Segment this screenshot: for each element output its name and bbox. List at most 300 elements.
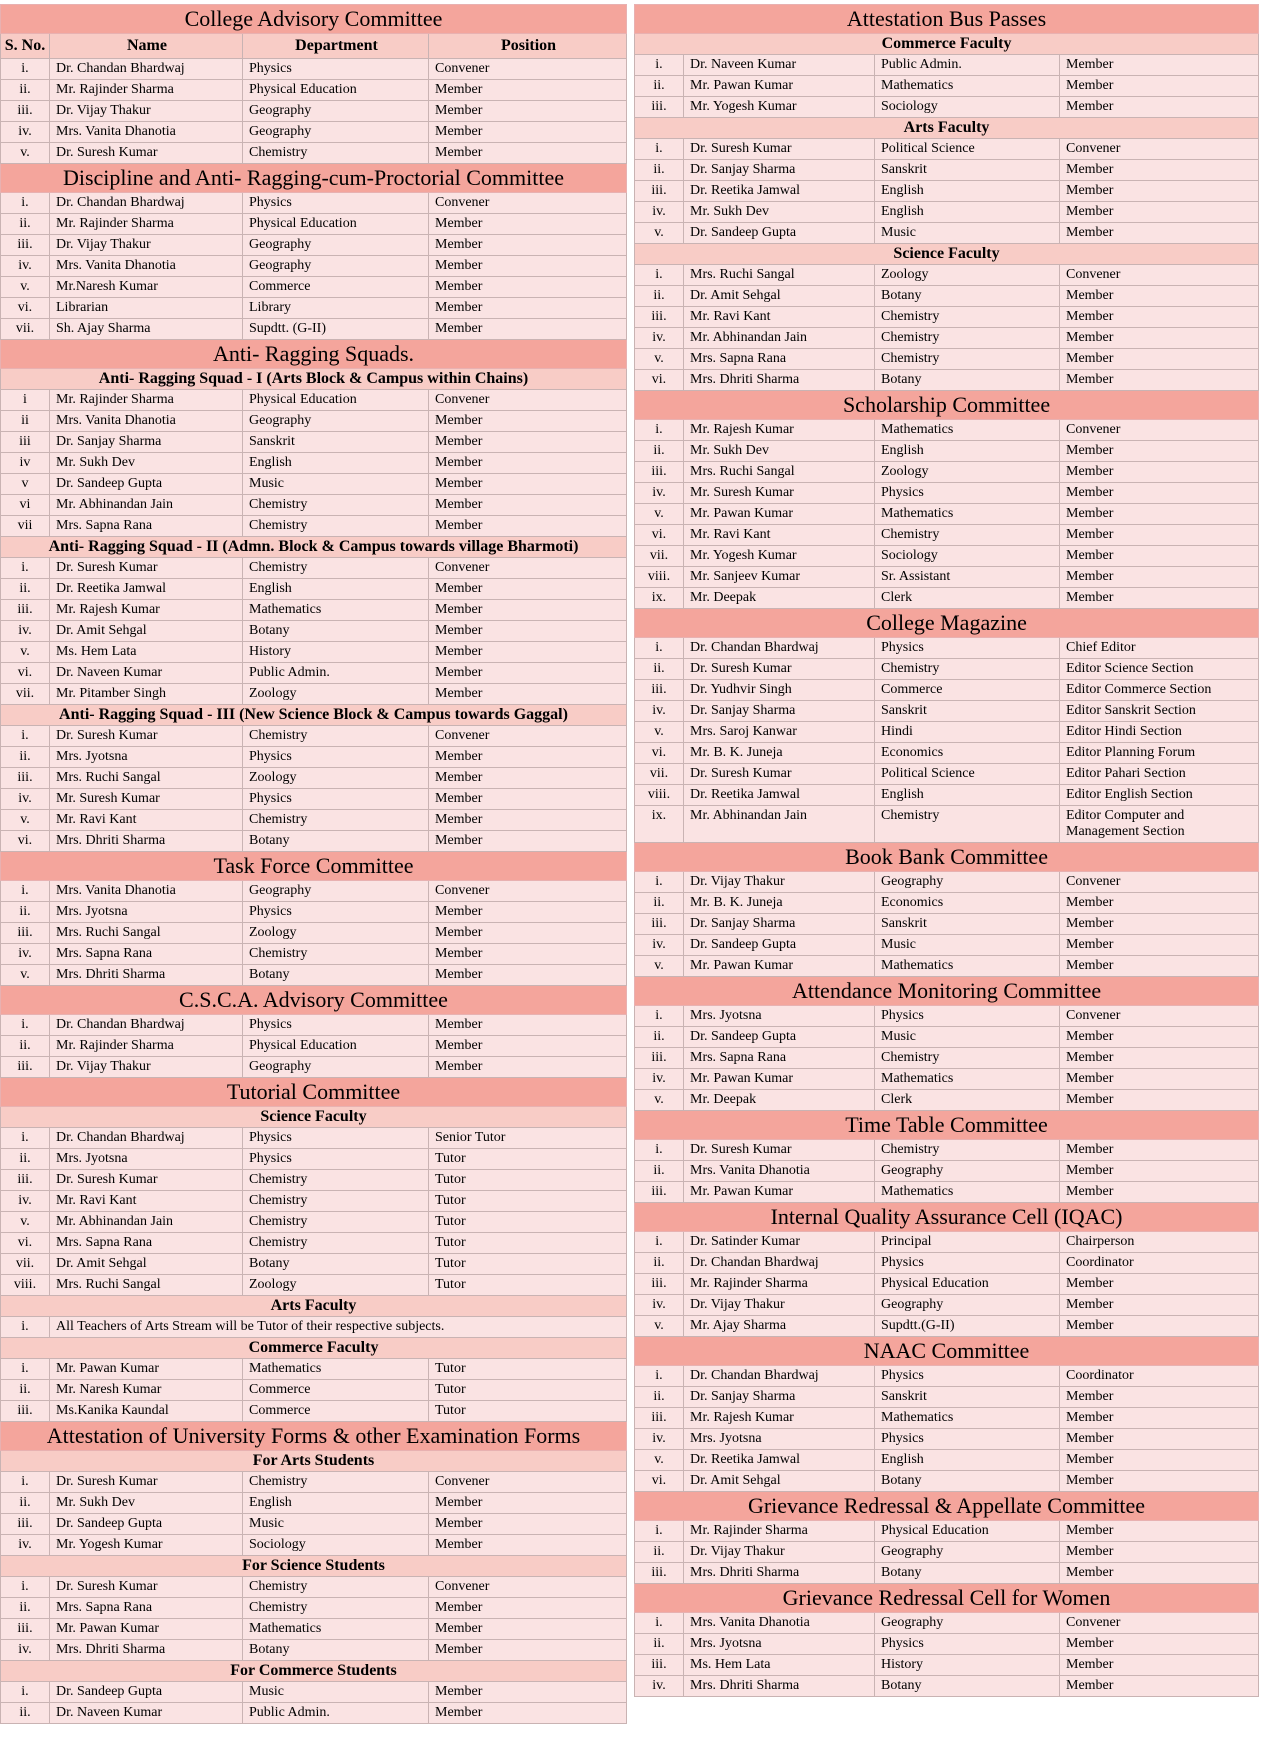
table-row bbox=[635, 160, 1259, 181]
table-row bbox=[1, 80, 627, 101]
serial-number: vi. bbox=[1, 1233, 50, 1254]
table-row bbox=[1, 235, 627, 256]
table-row bbox=[635, 588, 1259, 609]
serial-number: iv. bbox=[1, 1535, 50, 1556]
section-title-row bbox=[635, 843, 1259, 872]
table-row bbox=[635, 701, 1259, 722]
serial-number: vi. bbox=[635, 370, 684, 391]
table-row bbox=[635, 1316, 1259, 1337]
department: Botany bbox=[875, 286, 1060, 307]
member-name: Mr. Pawan Kumar bbox=[684, 76, 875, 97]
serial-number: viii. bbox=[635, 785, 684, 806]
department: Zoology bbox=[243, 768, 429, 789]
table-row bbox=[1, 1233, 627, 1254]
serial-number: vi. bbox=[635, 1471, 684, 1492]
serial-number: ii. bbox=[635, 441, 684, 462]
member-name: Dr. Sandeep Gupta bbox=[50, 1682, 243, 1703]
department: Public Admin. bbox=[243, 1703, 429, 1724]
department: Botany bbox=[875, 1471, 1060, 1492]
member-name: Mrs. Sapna Rana bbox=[50, 944, 243, 965]
position: Member bbox=[1060, 1521, 1259, 1542]
department: Mathematics bbox=[243, 1619, 429, 1640]
position: Member bbox=[1060, 1634, 1259, 1655]
position: Member bbox=[1060, 588, 1259, 609]
position: Member bbox=[429, 101, 627, 122]
serial-number: vii. bbox=[1, 684, 50, 705]
table-row bbox=[635, 1182, 1259, 1203]
serial-number: i. bbox=[1, 558, 50, 579]
member-name: Mr. Pawan Kumar bbox=[684, 1069, 875, 1090]
position: Member bbox=[1060, 223, 1259, 244]
member-name: Mrs. Vanita Dhanotia bbox=[50, 256, 243, 277]
table-row bbox=[635, 202, 1259, 223]
position: Member bbox=[429, 319, 627, 340]
department: Clerk bbox=[875, 1090, 1060, 1111]
table-row bbox=[1, 432, 627, 453]
member-name: Mr. Pawan Kumar bbox=[684, 956, 875, 977]
subsection-title-row bbox=[635, 118, 1259, 139]
serial-number: iii. bbox=[635, 1048, 684, 1069]
department: English bbox=[875, 202, 1060, 223]
member-name: Mr. Rajinder Sharma bbox=[50, 1036, 243, 1057]
serial-number: i. bbox=[635, 139, 684, 160]
position: Convener bbox=[1060, 139, 1259, 160]
column-header-department: Department bbox=[243, 34, 429, 59]
member-name: Dr. Satinder Kumar bbox=[684, 1232, 875, 1253]
position: Member bbox=[429, 831, 627, 852]
member-name: Dr. Chandan Bhardwaj bbox=[684, 1366, 875, 1387]
section-title: Task Force Committee bbox=[1, 852, 627, 881]
serial-number: i. bbox=[635, 1366, 684, 1387]
position: Convener bbox=[1060, 1613, 1259, 1634]
position: Member bbox=[1060, 1316, 1259, 1337]
column-header-serial-number: S. No. bbox=[1, 34, 50, 59]
table-row bbox=[635, 743, 1259, 764]
left-column bbox=[0, 4, 626, 1724]
department: Geography bbox=[243, 235, 429, 256]
section-title: Scholarship Committee bbox=[635, 391, 1259, 420]
table-row bbox=[635, 1232, 1259, 1253]
serial-number: iii. bbox=[1, 101, 50, 122]
section-title: C.S.C.A. Advisory Committee bbox=[1, 986, 627, 1015]
member-name: Dr. Chandan Bhardwaj bbox=[684, 1253, 875, 1274]
member-name: Mrs. Ruchi Sangal bbox=[50, 1275, 243, 1296]
department: Chemistry bbox=[875, 307, 1060, 328]
table-row bbox=[1, 101, 627, 122]
table-row bbox=[1, 193, 627, 214]
department: Mathematics bbox=[875, 504, 1060, 525]
table-row bbox=[1, 1514, 627, 1535]
department: Chemistry bbox=[243, 810, 429, 831]
department: Physics bbox=[243, 1015, 429, 1036]
position: Member bbox=[1060, 956, 1259, 977]
serial-number: i. bbox=[1, 59, 50, 80]
member-name: Mrs. Dhriti Sharma bbox=[50, 965, 243, 986]
serial-number: v. bbox=[1, 965, 50, 986]
position: Member bbox=[1060, 76, 1259, 97]
table-row bbox=[1, 1128, 627, 1149]
member-name: Dr. Suresh Kumar bbox=[50, 1577, 243, 1598]
department: Physical Education bbox=[243, 390, 429, 411]
department: Chemistry bbox=[243, 143, 429, 164]
serial-number: iv bbox=[1, 453, 50, 474]
position: Member bbox=[1060, 1471, 1259, 1492]
table-row bbox=[635, 1563, 1259, 1584]
member-name: Mrs. Jyotsna bbox=[684, 1429, 875, 1450]
member-name: Dr. Sandeep Gupta bbox=[50, 474, 243, 495]
table-row bbox=[635, 1006, 1259, 1027]
table-row bbox=[635, 1521, 1259, 1542]
member-name: Mr. Ravi Kant bbox=[50, 810, 243, 831]
serial-number: iv. bbox=[635, 1069, 684, 1090]
subsection-title: Commerce Faculty bbox=[1, 1338, 627, 1359]
subsection-title-row bbox=[1, 1451, 627, 1472]
position: Tutor bbox=[429, 1233, 627, 1254]
table-row bbox=[635, 935, 1259, 956]
member-name: Mr. Pawan Kumar bbox=[50, 1619, 243, 1640]
table-row bbox=[635, 349, 1259, 370]
member-name: Mr. Rajinder Sharma bbox=[50, 80, 243, 101]
member-name: Dr. Reetika Jamwal bbox=[684, 181, 875, 202]
table-row bbox=[635, 1613, 1259, 1634]
serial-number: vi bbox=[1, 495, 50, 516]
serial-number: v. bbox=[1, 642, 50, 663]
subsection-title-row bbox=[635, 244, 1259, 265]
department: Physics bbox=[243, 789, 429, 810]
table-row bbox=[1, 684, 627, 705]
serial-number: ii. bbox=[635, 893, 684, 914]
member-name: Mr. Ajay Sharma bbox=[684, 1316, 875, 1337]
serial-number: vi. bbox=[1, 831, 50, 852]
position: Member bbox=[429, 1703, 627, 1724]
serial-number: vii bbox=[1, 516, 50, 537]
position: Tutor bbox=[429, 1212, 627, 1233]
member-name: Mr. Rajesh Kumar bbox=[684, 1408, 875, 1429]
section-title-row bbox=[1, 340, 627, 369]
member-name: Mr. Sukh Dev bbox=[50, 453, 243, 474]
table-row bbox=[635, 462, 1259, 483]
department: Physics bbox=[875, 1006, 1060, 1027]
member-name: Mrs. Dhriti Sharma bbox=[50, 1640, 243, 1661]
serial-number: v. bbox=[1, 143, 50, 164]
serial-number: v. bbox=[635, 956, 684, 977]
table-row bbox=[1, 277, 627, 298]
position: Convener bbox=[429, 881, 627, 902]
department: Geography bbox=[875, 1161, 1060, 1182]
table-row bbox=[635, 872, 1259, 893]
table-row bbox=[1, 726, 627, 747]
serial-number: i. bbox=[1, 1317, 50, 1338]
serial-number: iii. bbox=[635, 1182, 684, 1203]
position: Member bbox=[429, 965, 627, 986]
department: Geography bbox=[243, 101, 429, 122]
table-row bbox=[1, 747, 627, 768]
department: Commerce bbox=[243, 277, 429, 298]
position: Member bbox=[429, 684, 627, 705]
member-name: Dr. Chandan Bhardwaj bbox=[50, 1128, 243, 1149]
table-row bbox=[635, 1676, 1259, 1697]
department: Sanskrit bbox=[243, 432, 429, 453]
position: Member bbox=[1060, 1090, 1259, 1111]
department: Physics bbox=[875, 638, 1060, 659]
table-row bbox=[1, 1682, 627, 1703]
position: Member bbox=[429, 1598, 627, 1619]
section-title: College Magazine bbox=[635, 609, 1259, 638]
position: Coordinator bbox=[1060, 1366, 1259, 1387]
serial-number: i. bbox=[635, 420, 684, 441]
table-row bbox=[635, 1048, 1259, 1069]
position: Member bbox=[429, 214, 627, 235]
position: Editor Commerce Section bbox=[1060, 680, 1259, 701]
department: Chemistry bbox=[875, 328, 1060, 349]
department: English bbox=[243, 453, 429, 474]
department: Mathematics bbox=[243, 600, 429, 621]
table-row bbox=[635, 483, 1259, 504]
serial-number: iv. bbox=[635, 935, 684, 956]
position: Member bbox=[429, 1015, 627, 1036]
department: English bbox=[243, 1493, 429, 1514]
department: Chemistry bbox=[243, 1472, 429, 1493]
table-row bbox=[635, 1274, 1259, 1295]
table-row bbox=[635, 567, 1259, 588]
section-title: NAAC Committee bbox=[635, 1337, 1259, 1366]
table-row bbox=[1, 663, 627, 684]
serial-number: i. bbox=[635, 1006, 684, 1027]
serial-number: iii. bbox=[1, 600, 50, 621]
position: Member bbox=[1060, 1182, 1259, 1203]
department: Chemistry bbox=[243, 1191, 429, 1212]
member-name: Mrs. Jyotsna bbox=[50, 747, 243, 768]
table-row bbox=[635, 722, 1259, 743]
position: Tutor bbox=[429, 1359, 627, 1380]
column-header-position: Position bbox=[429, 34, 627, 59]
position: Member bbox=[1060, 1140, 1259, 1161]
position: Member bbox=[1060, 1563, 1259, 1584]
department: Zoology bbox=[243, 684, 429, 705]
table-row bbox=[635, 1295, 1259, 1316]
member-name: Dr. Amit Sehgal bbox=[50, 1254, 243, 1275]
department: English bbox=[875, 1450, 1060, 1471]
department: Geography bbox=[243, 1057, 429, 1078]
position: Member bbox=[1060, 328, 1259, 349]
member-name: Mrs. Dhriti Sharma bbox=[50, 831, 243, 852]
serial-number: i. bbox=[635, 1521, 684, 1542]
member-name: Mr. Abhinandan Jain bbox=[684, 806, 875, 843]
position: Editor Computer and Management Section bbox=[1060, 806, 1259, 843]
position: Convener bbox=[429, 1577, 627, 1598]
department: Music bbox=[875, 935, 1060, 956]
serial-number: ii. bbox=[635, 1542, 684, 1563]
member-name: Mr.Naresh Kumar bbox=[50, 277, 243, 298]
position: Editor Pahari Section bbox=[1060, 764, 1259, 785]
position: Member bbox=[1060, 1048, 1259, 1069]
department: Physics bbox=[243, 902, 429, 923]
department: Zoology bbox=[243, 1275, 429, 1296]
section-title-row bbox=[635, 1492, 1259, 1521]
table-row bbox=[1, 944, 627, 965]
serial-number: iv. bbox=[635, 483, 684, 504]
serial-number: vi. bbox=[635, 743, 684, 764]
member-name: Dr. Suresh Kumar bbox=[50, 143, 243, 164]
right-column bbox=[634, 4, 1258, 1697]
department: English bbox=[875, 441, 1060, 462]
serial-number: viii. bbox=[1, 1275, 50, 1296]
subsection-title-row bbox=[1, 1556, 627, 1577]
position: Coordinator bbox=[1060, 1253, 1259, 1274]
member-name: Mr. Sukh Dev bbox=[684, 202, 875, 223]
department: Physics bbox=[243, 1149, 429, 1170]
department: History bbox=[243, 642, 429, 663]
department: Public Admin. bbox=[243, 663, 429, 684]
table-row bbox=[1, 1380, 627, 1401]
position: Member bbox=[429, 747, 627, 768]
member-name: Librarian bbox=[50, 298, 243, 319]
department: Chemistry bbox=[875, 1048, 1060, 1069]
member-name: Mr. Rajinder Sharma bbox=[50, 214, 243, 235]
member-name: Dr. Amit Sehgal bbox=[684, 1471, 875, 1492]
department: Mathematics bbox=[875, 76, 1060, 97]
member-name: Mr. B. K. Juneja bbox=[684, 743, 875, 764]
department: Sanskrit bbox=[875, 160, 1060, 181]
table-row bbox=[1, 1254, 627, 1275]
department: Chemistry bbox=[243, 1233, 429, 1254]
table-row bbox=[1, 1535, 627, 1556]
table-row bbox=[1, 1703, 627, 1724]
department: Chemistry bbox=[875, 1140, 1060, 1161]
position: Member bbox=[1060, 307, 1259, 328]
member-name: Mrs. Sapna Rana bbox=[684, 349, 875, 370]
serial-number: iv. bbox=[635, 701, 684, 722]
department: Botany bbox=[875, 370, 1060, 391]
department: Geography bbox=[875, 1295, 1060, 1316]
serial-number: v. bbox=[635, 1450, 684, 1471]
member-name: Mr. Ravi Kant bbox=[50, 1191, 243, 1212]
serial-number: ii bbox=[1, 411, 50, 432]
section-title: Attestation of University Forms & other Examination Forms bbox=[1, 1422, 627, 1451]
serial-number: iii. bbox=[1, 1170, 50, 1191]
serial-number: iv. bbox=[1, 1640, 50, 1661]
department: History bbox=[875, 1655, 1060, 1676]
position: Senior Tutor bbox=[429, 1128, 627, 1149]
note-cell: All Teachers of Arts Stream will be Tutor of their respective subjects. bbox=[50, 1317, 627, 1338]
table-row bbox=[635, 546, 1259, 567]
department: Chemistry bbox=[243, 516, 429, 537]
section-title-row bbox=[1, 5, 627, 34]
department: Music bbox=[243, 1682, 429, 1703]
table-row bbox=[1, 965, 627, 986]
table-row bbox=[635, 956, 1259, 977]
position: Member bbox=[1060, 893, 1259, 914]
column-header-member-name: Name bbox=[50, 34, 243, 59]
position: Member bbox=[1060, 935, 1259, 956]
table-row bbox=[1, 1493, 627, 1514]
position: Member bbox=[1060, 349, 1259, 370]
department: Zoology bbox=[875, 462, 1060, 483]
table-row bbox=[635, 1140, 1259, 1161]
position: Tutor bbox=[429, 1275, 627, 1296]
position: Member bbox=[429, 1640, 627, 1661]
department: Library bbox=[243, 298, 429, 319]
table-row bbox=[635, 181, 1259, 202]
position: Member bbox=[1060, 1161, 1259, 1182]
member-name: Mrs. Sapna Rana bbox=[50, 1598, 243, 1619]
department: Geography bbox=[875, 872, 1060, 893]
serial-number: i. bbox=[1, 1128, 50, 1149]
position: Member bbox=[1060, 202, 1259, 223]
department: Public Admin. bbox=[875, 55, 1060, 76]
serial-number: ii. bbox=[1, 1149, 50, 1170]
serial-number: ix. bbox=[635, 806, 684, 843]
department: Geography bbox=[243, 122, 429, 143]
committee-table-left bbox=[0, 4, 627, 1724]
member-name: Mrs. Jyotsna bbox=[684, 1006, 875, 1027]
subsection-title-row bbox=[1, 537, 627, 558]
position: Chief Editor bbox=[1060, 638, 1259, 659]
table-row bbox=[635, 139, 1259, 160]
table-row bbox=[1, 453, 627, 474]
department: English bbox=[243, 579, 429, 600]
position: Member bbox=[1060, 462, 1259, 483]
table-row bbox=[1, 600, 627, 621]
table-row bbox=[635, 76, 1259, 97]
position: Member bbox=[429, 621, 627, 642]
serial-number: v. bbox=[635, 349, 684, 370]
serial-number: ii. bbox=[635, 286, 684, 307]
table-row bbox=[1, 474, 627, 495]
table-row bbox=[635, 55, 1259, 76]
department: Zoology bbox=[875, 265, 1060, 286]
member-name: Mrs. Sapna Rana bbox=[684, 1048, 875, 1069]
position: Member bbox=[429, 663, 627, 684]
table-row bbox=[635, 638, 1259, 659]
position: Chairperson bbox=[1060, 1232, 1259, 1253]
table-row bbox=[635, 223, 1259, 244]
position: Convener bbox=[1060, 265, 1259, 286]
serial-number: ii. bbox=[1, 1036, 50, 1057]
member-name: Mr. Sanjeev Kumar bbox=[684, 567, 875, 588]
serial-number: iii. bbox=[635, 462, 684, 483]
serial-number: iii. bbox=[1, 1514, 50, 1535]
member-name: Dr. Vijay Thakur bbox=[684, 1542, 875, 1563]
department: Botany bbox=[875, 1676, 1060, 1697]
member-name: Sh. Ajay Sharma bbox=[50, 319, 243, 340]
position: Member bbox=[429, 789, 627, 810]
department: Physics bbox=[875, 1366, 1060, 1387]
section-title: Time Table Committee bbox=[635, 1111, 1259, 1140]
position: Editor Hindi Section bbox=[1060, 722, 1259, 743]
member-name: Dr. Suresh Kumar bbox=[684, 139, 875, 160]
section-title-row bbox=[1, 852, 627, 881]
table-row bbox=[635, 307, 1259, 328]
subsection-title-row bbox=[1, 1338, 627, 1359]
position: Member bbox=[429, 474, 627, 495]
serial-number: ii. bbox=[1, 80, 50, 101]
table-row bbox=[1, 516, 627, 537]
table-row bbox=[635, 1471, 1259, 1492]
member-name: Mr. Rajinder Sharma bbox=[684, 1521, 875, 1542]
member-name: Dr. Amit Sehgal bbox=[50, 621, 243, 642]
department: Physical Education bbox=[875, 1521, 1060, 1542]
member-name: Mrs. Jyotsna bbox=[684, 1634, 875, 1655]
position: Convener bbox=[1060, 872, 1259, 893]
position: Member bbox=[429, 256, 627, 277]
position: Member bbox=[429, 579, 627, 600]
serial-number: i. bbox=[635, 1232, 684, 1253]
department: Botany bbox=[875, 1563, 1060, 1584]
department: Botany bbox=[243, 1640, 429, 1661]
member-name: Mrs. Ruchi Sangal bbox=[50, 768, 243, 789]
table-row bbox=[1, 256, 627, 277]
